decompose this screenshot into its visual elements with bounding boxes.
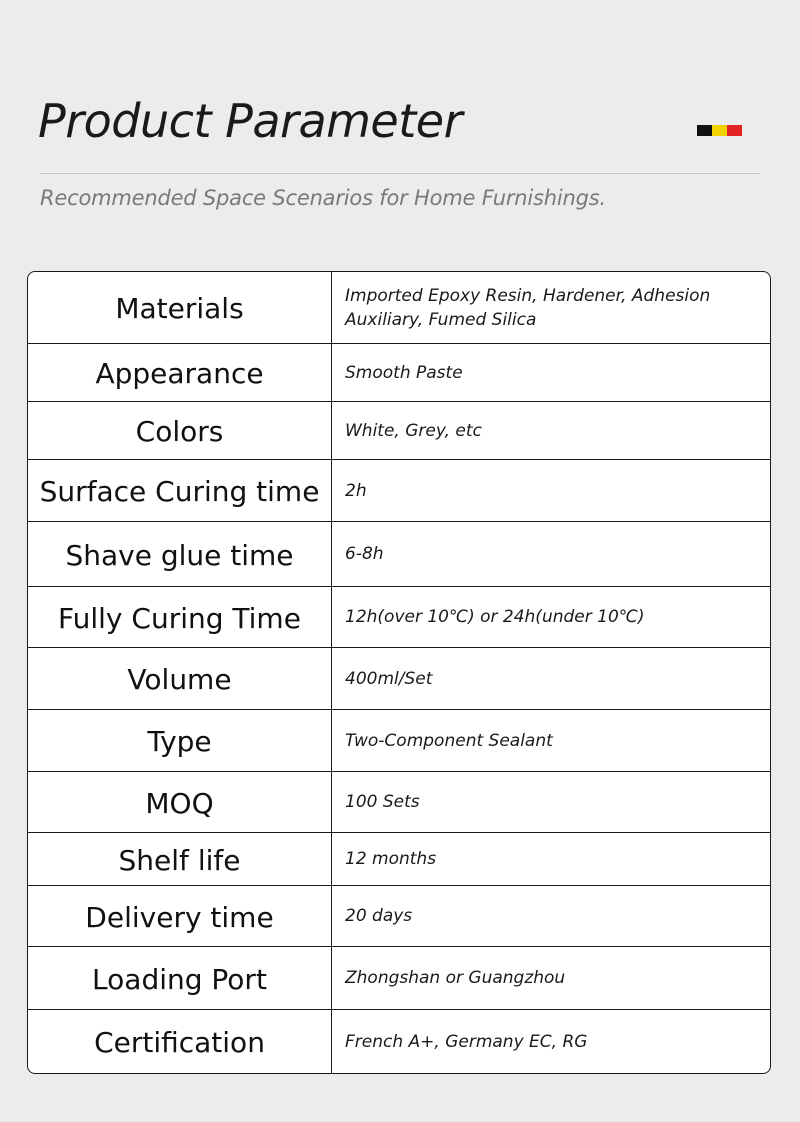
param-name: Shelf life: [28, 833, 332, 885]
title-divider: [40, 173, 760, 174]
parameter-table: [27, 271, 771, 1074]
table-row-delivery-time: [28, 886, 770, 947]
param-name: Delivery time: [28, 886, 332, 946]
page-subtitle: Recommended Space Scenarios for Home Furnishings.: [40, 186, 606, 210]
param-name: MOQ: [28, 772, 332, 832]
param-value: Two-Component Sealant: [345, 730, 553, 751]
param-value: 12 months: [345, 849, 437, 869]
table-row-colors: [28, 402, 770, 460]
page-title: Product Parameter: [38, 94, 462, 148]
table-row-materials: [28, 272, 770, 344]
param-name: Surface Curing time: [28, 460, 332, 521]
flag-stripe-red: [727, 125, 742, 136]
table-row-surface-curing-time: [28, 460, 770, 522]
table-row-fully-curing-time: [28, 587, 770, 648]
param-value: Imported Epoxy Resin, Hardener, Adhesion Auxiliary, Fumed Silica: [345, 285, 711, 330]
param-name: Fully Curing Time: [28, 587, 332, 647]
param-value: 400ml/Set: [345, 668, 433, 689]
param-value: 6-8h: [345, 544, 384, 564]
param-name: Type: [28, 710, 332, 771]
flag-stripe-yellow: [712, 125, 727, 136]
param-value: 12h(over 10℃) or 24h(under 10℃): [345, 607, 645, 627]
param-name: Colors: [28, 402, 332, 459]
table-row-shave-glue-time: [28, 522, 770, 587]
param-value: 2h: [345, 480, 367, 501]
table-row-moq: [28, 772, 770, 833]
param-value: White, Grey, etc: [345, 420, 482, 441]
table-row-shelf-life: [28, 833, 770, 886]
param-name: Loading Port: [28, 947, 332, 1009]
param-name: Shave glue time: [28, 522, 332, 586]
table-row-loading-port: [28, 947, 770, 1010]
flag-icon: [697, 125, 742, 136]
table-row-type: [28, 710, 770, 772]
param-value: 20 days: [345, 906, 413, 926]
flag-stripe-black: [697, 125, 712, 136]
param-name: Certification: [28, 1010, 332, 1073]
param-value: French A+, Germany EC, RG: [345, 1031, 588, 1052]
param-name: Volume: [28, 648, 332, 709]
table-row-certification: [28, 1010, 770, 1073]
param-value: Smooth Paste: [345, 362, 463, 383]
param-value: Zhongshan or Guangzhou: [345, 968, 566, 988]
param-name: Appearance: [28, 344, 332, 401]
table-row-appearance: [28, 344, 770, 402]
table-row-volume: [28, 648, 770, 710]
param-name: Materials: [28, 272, 332, 343]
param-value: 100 Sets: [345, 792, 420, 812]
